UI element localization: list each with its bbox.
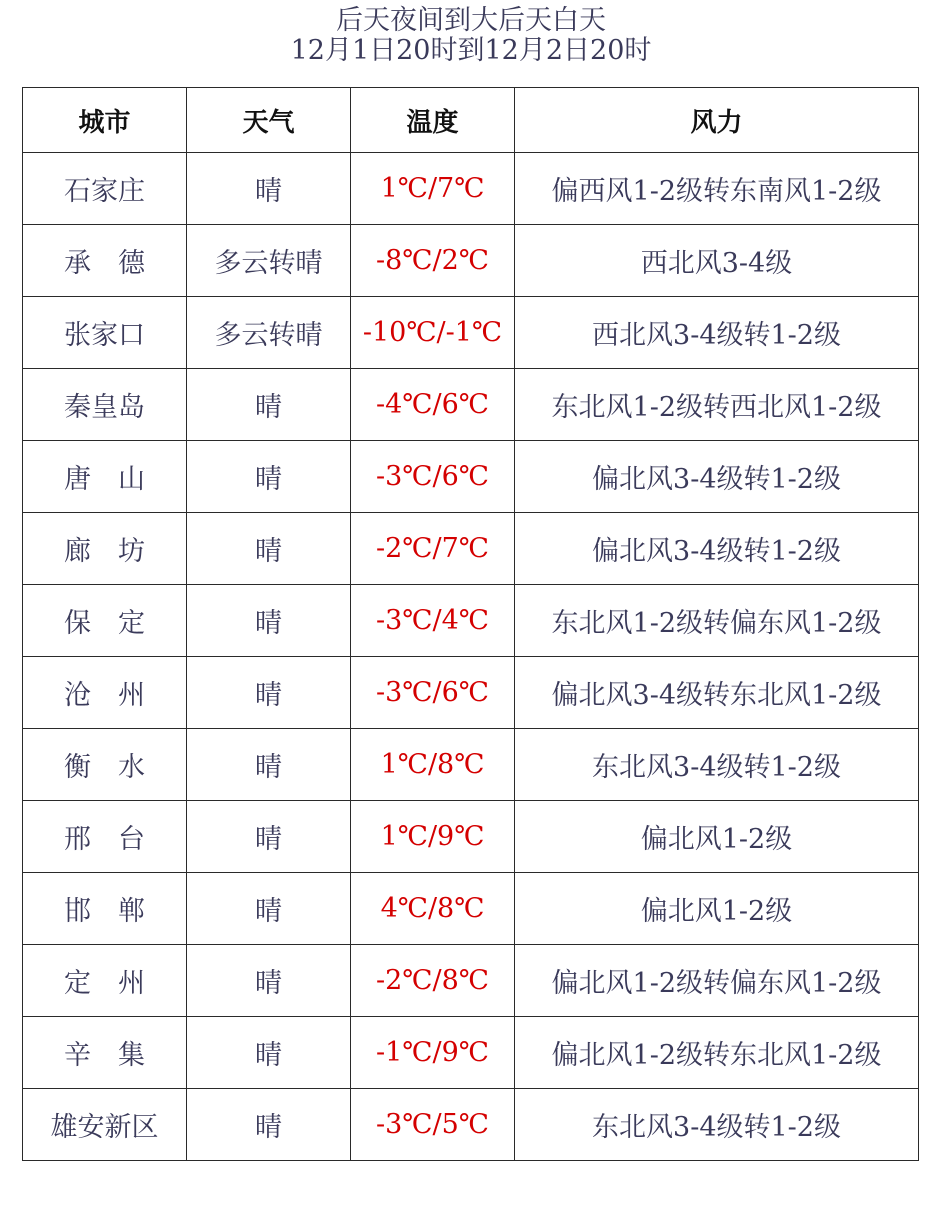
city-cell: 承 德 <box>23 225 187 297</box>
wind-cell: 西北风3-4级转1-2级 <box>515 297 919 369</box>
city-cell: 邢 台 <box>23 801 187 873</box>
city-cell: 辛 集 <box>23 1017 187 1089</box>
table-row <box>23 801 919 873</box>
temperature-cell: 4℃/8℃ <box>351 873 515 945</box>
temperature-cell: -1℃/9℃ <box>351 1017 515 1089</box>
city-cell: 衡 水 <box>23 729 187 801</box>
wind-cell: 偏北风1-2级转偏东风1-2级 <box>515 945 919 1017</box>
header-wind: 风力 <box>515 88 919 153</box>
temperature-cell: -10℃/-1℃ <box>351 297 515 369</box>
wind-cell: 偏北风3-4级转1-2级 <box>515 441 919 513</box>
table-row <box>23 585 919 657</box>
weather-cell: 晴 <box>187 441 351 513</box>
table-row <box>23 513 919 585</box>
city-cell: 定 州 <box>23 945 187 1017</box>
page-title: 后天夜间到大后天白天 <box>336 5 606 36</box>
city-cell: 廊 坊 <box>23 513 187 585</box>
city-cell: 沧 州 <box>23 657 187 729</box>
weather-cell: 晴 <box>187 1017 351 1089</box>
table-row <box>23 225 919 297</box>
wind-cell: 东北风1-2级转偏东风1-2级 <box>515 585 919 657</box>
temperature-cell: -3℃/4℃ <box>351 585 515 657</box>
city-cell: 唐 山 <box>23 441 187 513</box>
wind-cell: 东北风3-4级转1-2级 <box>515 1089 919 1161</box>
header-temperature: 温度 <box>351 88 515 153</box>
temperature-cell: -4℃/6℃ <box>351 369 515 441</box>
table-row <box>23 945 919 1017</box>
temperature-cell: -8℃/2℃ <box>351 225 515 297</box>
table-row <box>23 729 919 801</box>
table-row <box>23 153 919 225</box>
temperature-cell: 1℃/8℃ <box>351 729 515 801</box>
weather-cell: 晴 <box>187 729 351 801</box>
wind-cell: 东北风1-2级转西北风1-2级 <box>515 369 919 441</box>
table-row <box>23 441 919 513</box>
weather-cell: 晴 <box>187 873 351 945</box>
temperature-cell: -3℃/6℃ <box>351 657 515 729</box>
temperature-cell: -3℃/5℃ <box>351 1089 515 1161</box>
temperature-cell: -3℃/6℃ <box>351 441 515 513</box>
city-cell: 雄安新区 <box>23 1089 187 1161</box>
temperature-cell: 1℃/9℃ <box>351 801 515 873</box>
weather-cell: 多云转晴 <box>187 225 351 297</box>
wind-cell: 偏西风1-2级转东南风1-2级 <box>515 153 919 225</box>
weather-cell: 晴 <box>187 657 351 729</box>
wind-cell: 西北风3-4级 <box>515 225 919 297</box>
city-cell: 张家口 <box>23 297 187 369</box>
weather-cell: 晴 <box>187 513 351 585</box>
weather-cell: 晴 <box>187 153 351 225</box>
city-cell: 邯 郸 <box>23 873 187 945</box>
table-row <box>23 1017 919 1089</box>
header-weather: 天气 <box>187 88 351 153</box>
city-cell: 保 定 <box>23 585 187 657</box>
city-cell: 秦皇岛 <box>23 369 187 441</box>
wind-cell: 偏北风1-2级转东北风1-2级 <box>515 1017 919 1089</box>
weather-cell: 晴 <box>187 585 351 657</box>
table-row <box>23 297 919 369</box>
weather-cell: 晴 <box>187 369 351 441</box>
table-row <box>23 657 919 729</box>
table-row <box>23 873 919 945</box>
city-cell: 石家庄 <box>23 153 187 225</box>
temperature-cell: -2℃/7℃ <box>351 513 515 585</box>
weather-cell: 晴 <box>187 801 351 873</box>
temperature-cell: -2℃/8℃ <box>351 945 515 1017</box>
weather-cell: 晴 <box>187 1089 351 1161</box>
weather-cell: 晴 <box>187 945 351 1017</box>
table-row <box>23 1089 919 1161</box>
table-header-row <box>23 88 919 153</box>
wind-cell: 东北风3-4级转1-2级 <box>515 729 919 801</box>
table-row <box>23 369 919 441</box>
forecast-table <box>22 87 919 1161</box>
wind-cell: 偏北风3-4级转1-2级 <box>515 513 919 585</box>
page-subtitle: 12月1日20时到12月2日20时 <box>290 35 652 66</box>
weather-cell: 多云转晴 <box>187 297 351 369</box>
wind-cell: 偏北风3-4级转东北风1-2级 <box>515 657 919 729</box>
wind-cell: 偏北风1-2级 <box>515 873 919 945</box>
temperature-cell: 1℃/7℃ <box>351 153 515 225</box>
header-city: 城市 <box>23 88 187 153</box>
wind-cell: 偏北风1-2级 <box>515 801 919 873</box>
